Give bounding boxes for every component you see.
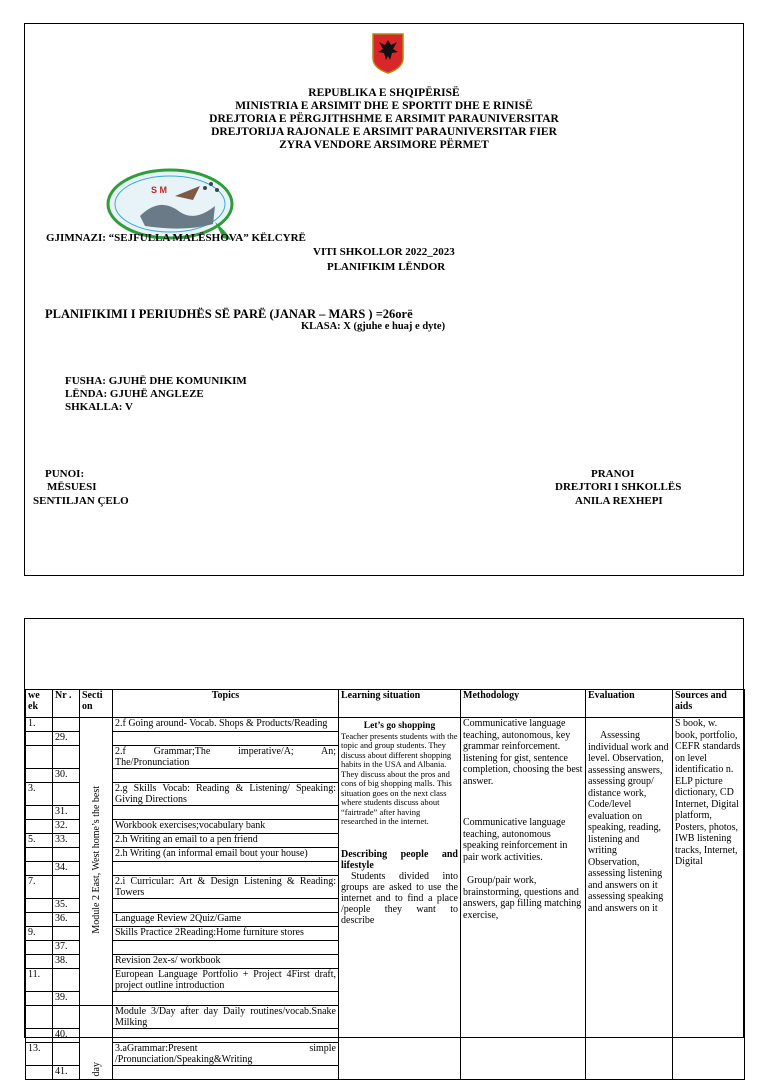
week-cell [26,769,53,783]
nr-cell: 34. [53,862,80,876]
week-cell [26,820,53,834]
learning-title-1: Let’s go shopping [363,721,436,731]
approved-label: PRANOI [591,468,635,480]
worked-label: PUNOI: [45,468,85,480]
cover-page [24,23,744,576]
section-module-2-label: Module 2 East, West home’s the best [90,786,102,934]
topic-cell: 2.i Curricular: Art & Design Listening & Reading: Towers [113,876,339,899]
topic-cell: Module 3/Day after day Daily routines/vocab.Snake Milking [113,1006,339,1029]
table-row [26,718,745,732]
topic-cell [113,806,339,820]
period-title: PLANIFIKIMI I PERIUDHËS SË PARË (JANAR – MARS ) =26orë [45,307,413,321]
director-role: DREJTORI I SHKOLLËS [555,481,682,493]
week-cell: 3. [26,783,53,806]
header-line-4: DREJTORIJA RAJONALE E ARSIMIT PARAUNIVERSITAR FIER [211,126,557,138]
school-year: VITI SHKOLLOR 2022_2023 [313,246,455,258]
section-module-3-label: day [90,1061,102,1076]
header-topics: Topics [113,690,339,718]
nr-cell [53,783,80,806]
topic-cell: Skills Practice 2Reading:Home furniture stores [113,927,339,941]
week-cell: 11. [26,969,53,992]
topic-cell: 2.f Going around- Vocab. Shops & Products/Reading [113,718,339,732]
header-line-3: DREJTORIA E PËRGJITHSHME E ARSIMIT PARAUNIVERSITAR [209,113,559,125]
director-name: ANILA REXHEPI [575,495,663,507]
week-cell [26,806,53,820]
topic-cell: Workbook exercises;vocabulary bank [113,820,339,834]
section-module-2 [80,718,113,1006]
sources-cell [673,718,745,1080]
topic-cell: 3.aGrammar:Present simple /Pronunciation/Speaking&Writing [113,1043,339,1066]
nr-cell: 32. [53,820,80,834]
header-line-5: ZYRA VENDORE ARSIMORE PËRMET [279,139,489,151]
section-module-3 [80,1006,113,1080]
nr-cell: 41. [53,1066,80,1080]
week-cell: 13. [26,1043,53,1066]
topic-cell: Revision 2ex-s/ workbook [113,955,339,969]
subject-label: LËNDA: GJUHË ANGLEZE [65,388,204,400]
week-cell [26,1029,53,1043]
learning-situation-cell [339,718,461,1080]
week-cell [26,955,53,969]
header-sources: Sources and aids [673,690,745,718]
topic-cell [113,769,339,783]
topic-cell: European Language Portfolio + Project 4First draft, project outline introduction [113,969,339,992]
methodology-cell [461,718,586,1080]
week-cell [26,732,53,746]
header-week: we ek [26,690,53,718]
header-line-2: MINISTRIA E ARSIMIT DHE E SPORTIT DHE E RINISË [235,100,533,112]
field-label: FUSHA: GJUHË DHE KOMUNIKIM [65,375,247,387]
plan-table-page [24,618,744,1077]
plan-title: PLANIFIKIM LËNDOR [327,261,446,273]
teacher-role: MËSUESI [47,481,97,493]
week-cell [26,992,53,1006]
nr-cell [53,927,80,941]
header-section: Secti on [80,690,113,718]
nr-cell: 29. [53,732,80,746]
methodology-3: Group/pair work, brainstorming, questions and answers, gap filling matching exercise, [463,875,582,921]
logo-text: S M [151,185,168,195]
nr-cell: 40. [53,1029,80,1043]
header-evaluation: Evaluation [586,690,673,718]
week-cell [26,1006,53,1029]
learning-text-2: Students divided into groups are asked to use the internet and to find a place /people they want to describe [341,870,458,926]
week-cell [26,913,53,927]
week-cell [26,848,53,862]
sources-text: S book, w. book, portfolio, CEFR standards on level identificatio n. ELP picture dictionary, CD Internet, Digital platform, Posters, photos, IWB listening tracks, Internet, Digital [675,718,741,867]
topic-cell: Language Review 2Quiz/Game [113,913,339,927]
week-cell: 9. [26,927,53,941]
topic-cell [113,1066,339,1080]
level-label: SHKALLA: V [65,401,133,413]
topic-cell [113,862,339,876]
nr-cell: 38. [53,955,80,969]
topic-cell [113,992,339,1006]
week-cell [26,1066,53,1080]
learning-text-1: Teacher presents students with the topic and group students. They discuss about different shopping habits in the USA and Albania. They discuss about the pros and cons of big shopping malls. This situation goes on the next class where students discuss about “fairtrade” after having researched in the internet. [341,730,458,826]
nr-cell [53,718,80,732]
week-cell [26,862,53,876]
topic-cell: 2.g Skills Vocab: Reading & Listening/ Speaking: Giving Directions [113,783,339,806]
topic-cell [113,732,339,746]
learning-title-2: Describing people and lifestyle [341,848,458,871]
nr-cell: 36. [53,913,80,927]
plan-table [25,689,745,1080]
nr-cell: 39. [53,992,80,1006]
teacher-name: SENTILJAN ÇELO [33,495,129,507]
nr-cell: 30. [53,769,80,783]
table-header-row [26,690,745,718]
methodology-1: Communicative language teaching, autonomous, key grammar reinforcement. listening for gist, sentence completion, choosing the best answer. [463,718,583,787]
week-cell: 1. [26,718,53,732]
topic-cell: 2.f Grammar;The imperative/A; An; The/Pronunciation [113,746,339,769]
evaluation-cell [586,718,673,1080]
evaluation-text: Assessing individual work and level. Observation, assessing answers, assessing group/ distance work, Code/level evaluation on speaking, reading, listening and writing Observation, assessing listening and answers on it assessing speaking and answers on it [588,730,669,914]
header-learning-situation: Learning situation [339,690,461,718]
header-methodology: Methodology [461,690,586,718]
header-line-1: REPUBLIKA E SHQIPËRISË [308,87,460,99]
week-cell: 5. [26,834,53,848]
nr-cell [53,1043,80,1066]
nr-cell: 31. [53,806,80,820]
week-cell [26,746,53,769]
week-cell [26,941,53,955]
topic-cell: 2.h Writing an email to a pen friend [113,834,339,848]
nr-cell [53,969,80,992]
methodology-2: Communicative language teaching, autonomous speaking reinforcement in pair work activities. [463,817,568,863]
week-cell: 7. [26,876,53,899]
nr-cell [53,746,80,769]
topic-cell: 2.h Writing (an informal email bout your house) [113,848,339,862]
topic-cell [113,941,339,955]
nr-cell: 35. [53,899,80,913]
nr-cell [53,1006,80,1029]
nr-cell: 33. [53,834,80,848]
topic-cell [113,899,339,913]
nr-cell: 37. [53,941,80,955]
topic-cell [113,1029,339,1043]
school-name: GJIMNAZI: “SEJFULLA MALËSHOVA” KËLCYRË [46,232,306,244]
nr-cell [53,876,80,899]
class-label: KLASA: X (gjuhe e huaj e dyte) [301,321,446,332]
albania-coat-of-arms-icon [371,32,405,74]
nr-cell [53,848,80,862]
header-nr: Nr . [53,690,80,718]
week-cell [26,899,53,913]
